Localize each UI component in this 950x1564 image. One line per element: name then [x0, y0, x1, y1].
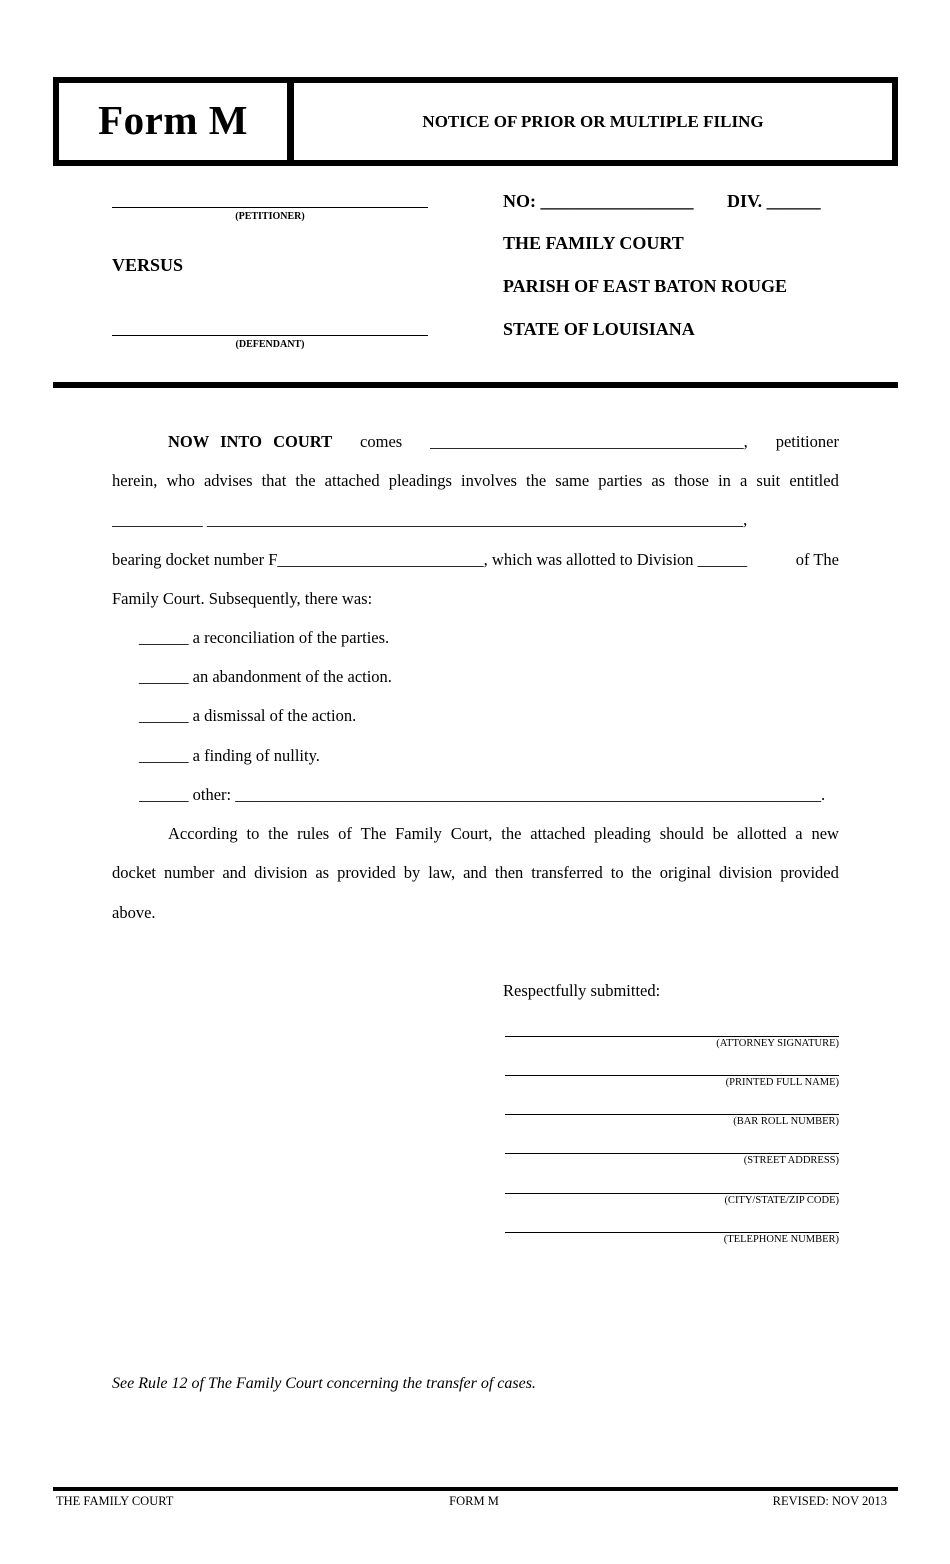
- bar-roll-line[interactable]: [505, 1114, 839, 1115]
- word: the: [501, 824, 522, 843]
- word: law,: [428, 863, 456, 882]
- word: provided: [780, 863, 839, 882]
- word: herein,: [112, 471, 158, 490]
- of-the-text: of The: [795, 550, 839, 569]
- word: attached: [324, 471, 380, 490]
- word: new: [811, 824, 839, 843]
- street-address-line[interactable]: [505, 1153, 839, 1154]
- petitioner-label: (PETITIONER): [235, 211, 305, 222]
- word: as: [315, 863, 330, 882]
- respectfully-submitted: Respectfully submitted:: [503, 981, 661, 1000]
- word: division: [254, 863, 308, 882]
- option-abandonment[interactable]: ______ an abandonment of the action.: [139, 667, 392, 686]
- word: of: [338, 824, 352, 843]
- footer-court: THE FAMILY COURT: [56, 1494, 174, 1508]
- word: the: [268, 824, 289, 843]
- word: should: [659, 824, 704, 843]
- word: same: [555, 471, 590, 490]
- body-line-4: [112, 551, 839, 569]
- word: provided: [337, 863, 396, 882]
- option-nullity[interactable]: ______ a finding of nullity.: [139, 746, 320, 765]
- word: and: [463, 863, 487, 882]
- petitioner-text: petitioner: [775, 432, 839, 451]
- option-other[interactable]: ______ other: _______________________________________________________________________.: [139, 786, 826, 804]
- parish-name: PARISH OF EAST BATON ROUGE: [503, 276, 788, 296]
- versus-label: VERSUS: [112, 255, 184, 275]
- option-reconciliation[interactable]: ______ a reconciliation of the parties.: [139, 628, 390, 647]
- word: the: [631, 863, 652, 882]
- city-state-zip-line[interactable]: [505, 1193, 839, 1194]
- word: pleadings: [388, 471, 452, 490]
- suit-title-blank[interactable]: ___________ _________________________________________________________________,: [112, 511, 748, 529]
- word: division: [719, 863, 773, 882]
- word: attached: [530, 824, 586, 843]
- body-line-5: Family Court. Subsequently, there was:: [112, 589, 373, 608]
- body-line-1: [168, 433, 839, 451]
- defendant-line[interactable]: [112, 335, 428, 336]
- para2-line-2: [112, 864, 839, 882]
- defendant-label: (DEFENDANT): [235, 339, 305, 350]
- document-title: NOTICE OF PRIOR OR MULTIPLE FILING: [422, 112, 764, 131]
- attorney-signature-line[interactable]: [505, 1036, 839, 1037]
- petitioner-name-blank[interactable]: ______________________________________,: [430, 432, 748, 451]
- word: be: [712, 824, 729, 843]
- word: The: [360, 824, 387, 843]
- docket-number-field[interactable]: NO: _________________: [503, 191, 694, 211]
- word: Family: [395, 824, 442, 843]
- word: then: [494, 863, 524, 882]
- rule-footnote: See Rule 12 of The Family Court concerning the transfer of cases.: [112, 1375, 536, 1392]
- word: advises: [203, 471, 253, 490]
- word: involves: [461, 471, 517, 490]
- telephone-label: (TELEPHONE NUMBER): [723, 1234, 839, 1245]
- word: transferred: [531, 863, 603, 882]
- petitioner-line[interactable]: [112, 207, 428, 208]
- body-line-2: [112, 472, 839, 490]
- word: docket: [112, 863, 156, 882]
- state-name: STATE OF LOUISIANA: [503, 319, 695, 339]
- word: original: [659, 863, 712, 882]
- division-field[interactable]: DIV. ______: [727, 191, 821, 211]
- word: those: [674, 471, 710, 490]
- word: as: [651, 471, 666, 490]
- word: the: [295, 471, 316, 490]
- footer-rule: [53, 1487, 898, 1491]
- footer-revised: REVISED: NOV 2013: [772, 1494, 887, 1508]
- caption-divider: [53, 382, 898, 388]
- word: that: [261, 471, 287, 490]
- word: who: [166, 471, 195, 490]
- word: to: [610, 863, 624, 882]
- word: and: [222, 863, 247, 882]
- word: number: [163, 863, 215, 882]
- bar-roll-label: (BAR ROLL NUMBER): [733, 1116, 839, 1127]
- street-address-label: (STREET ADDRESS): [743, 1155, 839, 1166]
- word: the: [526, 471, 547, 490]
- word: Court,: [450, 824, 493, 843]
- para2-line-1: [168, 825, 839, 843]
- header-divider: [287, 77, 294, 166]
- printed-name-line[interactable]: [505, 1075, 839, 1076]
- word: to: [246, 824, 260, 843]
- word: a: [795, 824, 803, 843]
- word: a: [740, 471, 748, 490]
- para2-line-3: above.: [112, 903, 156, 922]
- word: by: [403, 863, 421, 882]
- court-name: THE FAMILY COURT: [503, 233, 684, 253]
- comes-text: comes: [360, 432, 403, 451]
- footer-form: FORM M: [449, 1494, 499, 1508]
- word: parties: [598, 471, 643, 490]
- word: pleading: [594, 824, 651, 843]
- docket-number-blank[interactable]: bearing docket number F_________________________, which was allotted to Division ______: [112, 550, 748, 569]
- now-into-court: NOW INTO COURT: [168, 432, 333, 451]
- telephone-line[interactable]: [505, 1232, 839, 1233]
- option-dismissal[interactable]: ______ a dismissal of the action.: [139, 706, 357, 725]
- word: allotted: [736, 824, 787, 843]
- printed-name-label: (PRINTED FULL NAME): [725, 1077, 839, 1088]
- word: According: [168, 824, 238, 843]
- attorney-signature-label: (ATTORNEY SIGNATURE): [716, 1038, 839, 1049]
- word: entitled: [789, 471, 839, 490]
- word: rules: [297, 824, 330, 843]
- form-label: Form M: [98, 97, 248, 143]
- city-state-zip-label: (CITY/STATE/ZIP CODE): [724, 1195, 839, 1206]
- word: suit: [756, 471, 781, 490]
- word: in: [718, 471, 731, 490]
